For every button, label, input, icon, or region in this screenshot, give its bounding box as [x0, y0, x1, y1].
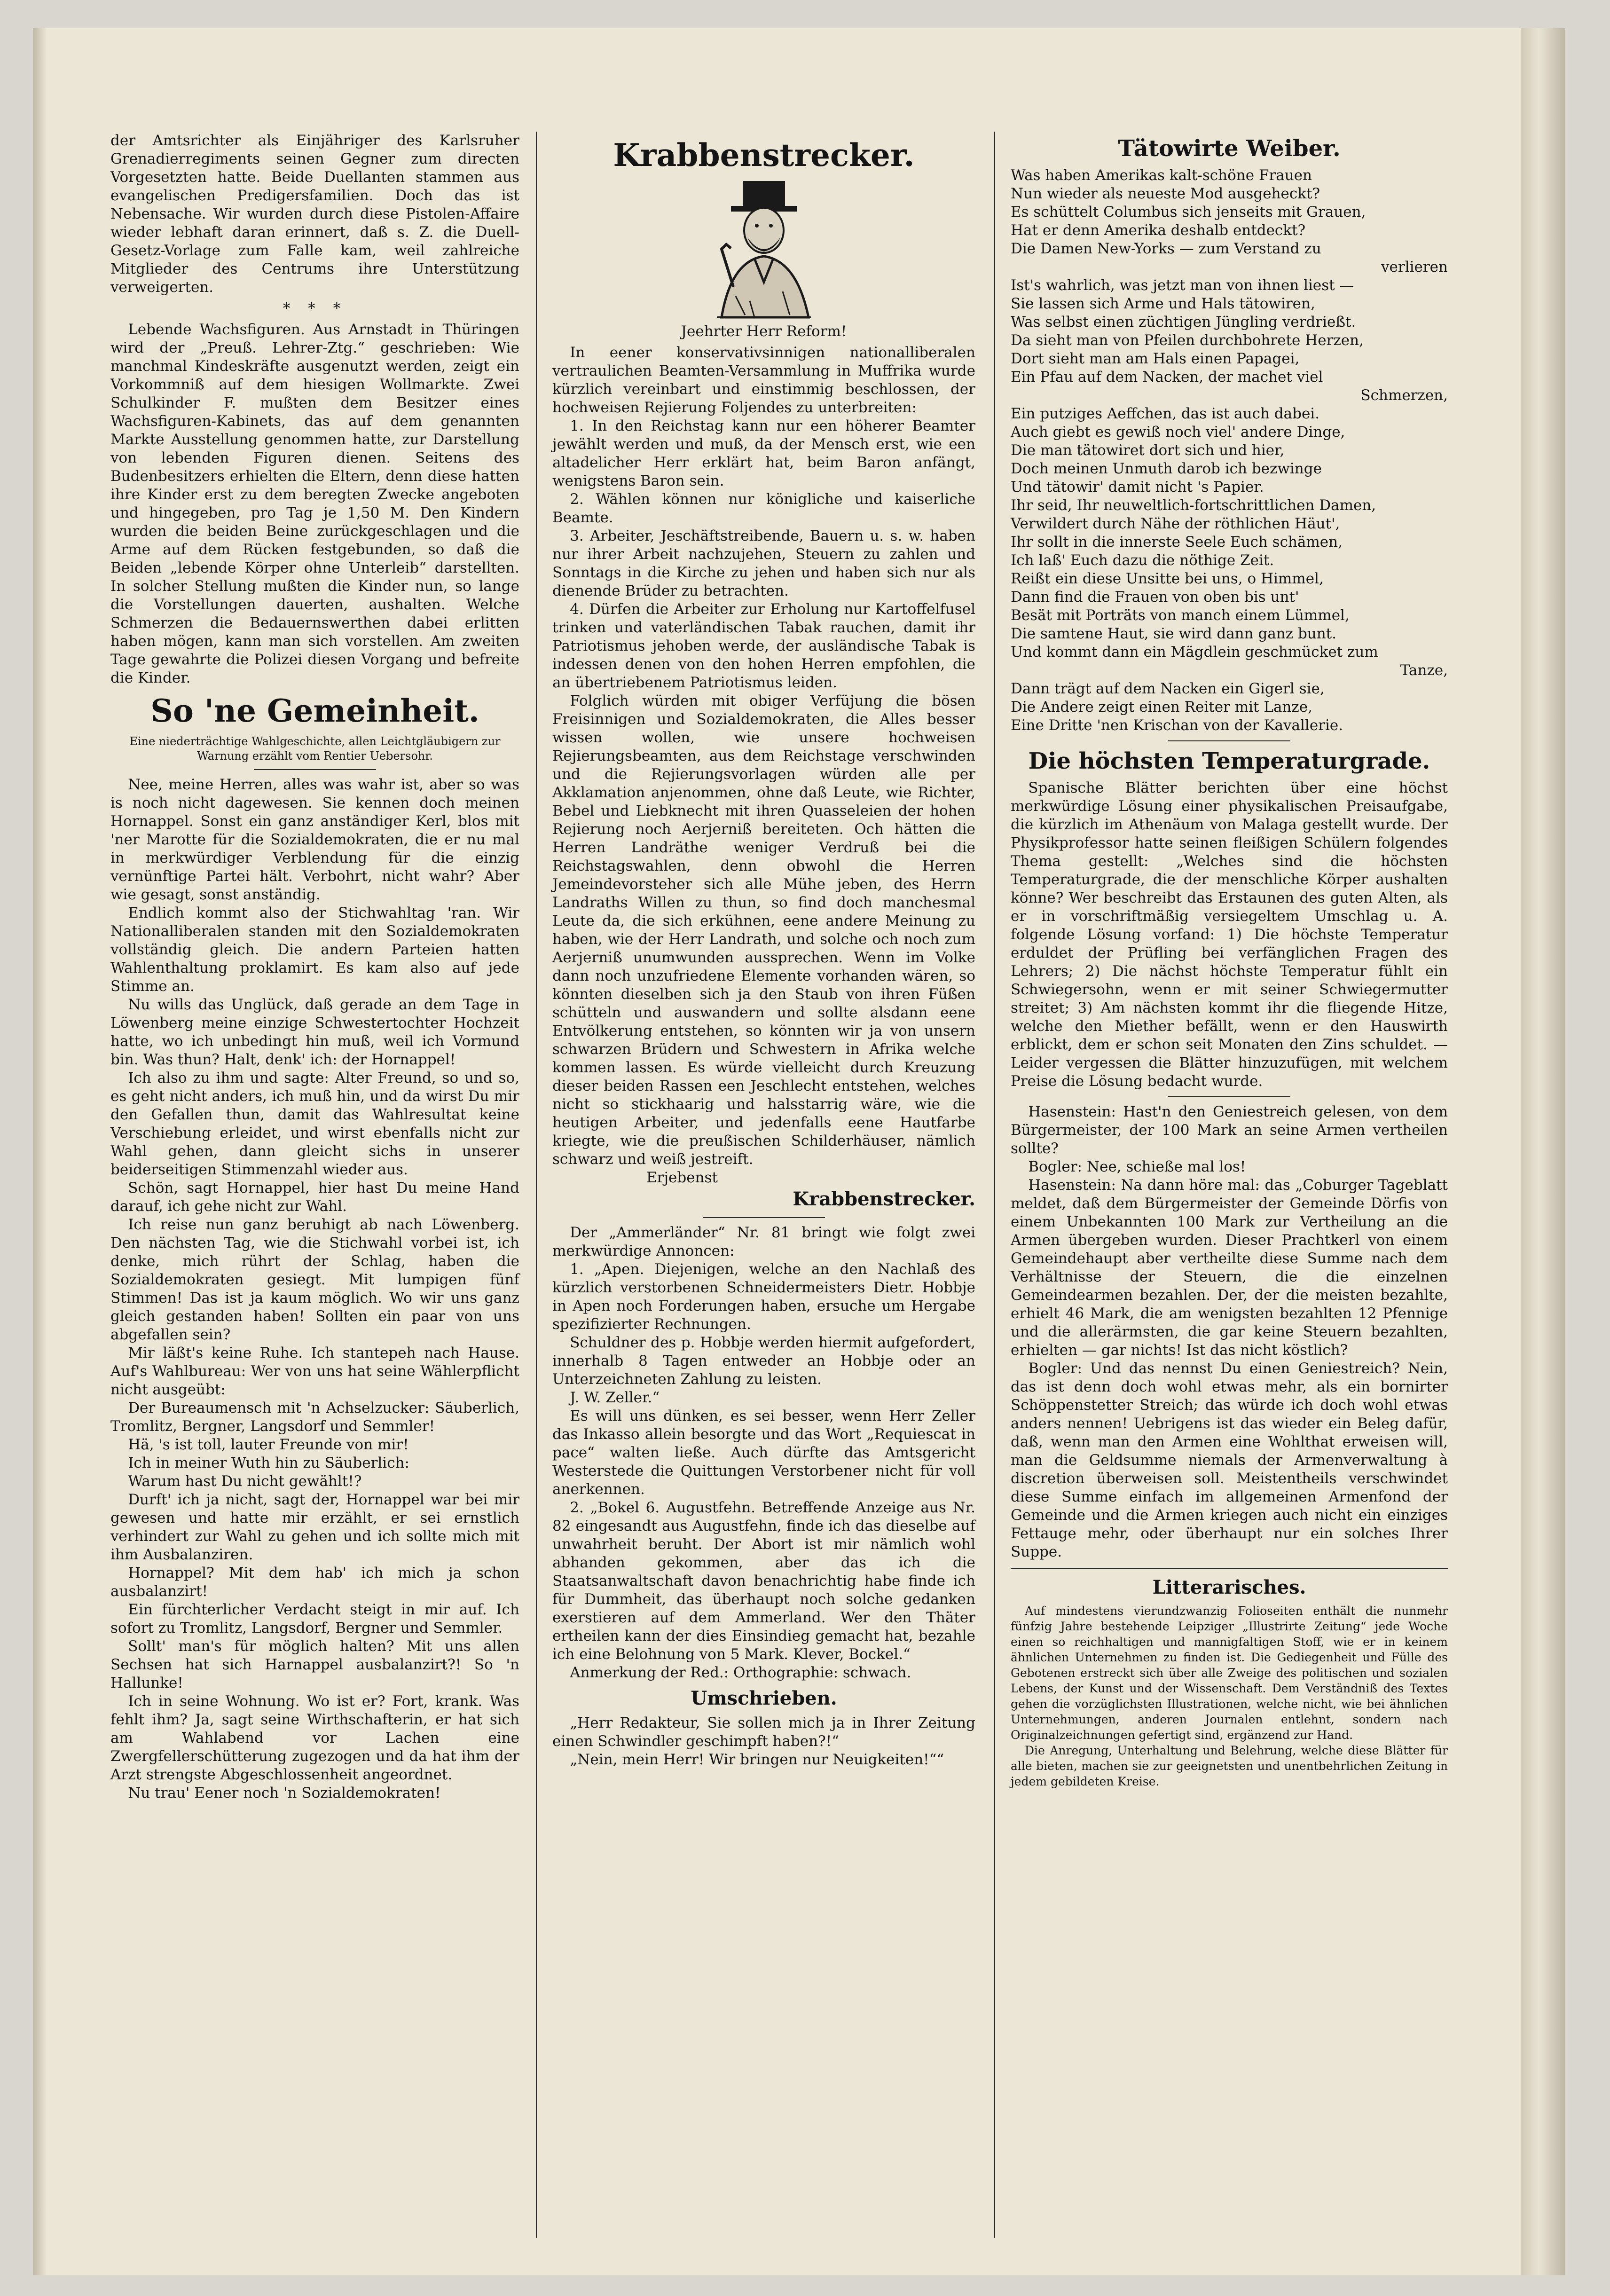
paragraph: „Nein, mein Herr! Wir bringen nur Neuigkeiten!““: [570, 1751, 944, 1768]
paragraph: Schön, sagt Hornappel, hier hast Du meine Hand darauf, ich gehe nicht zur Wahl.: [110, 1179, 519, 1215]
poem-body: [1011, 166, 1448, 735]
paragraph: Der Bureaumensch mit 'n Achselzucker: Säuberlich, Tromlitz, Bergner, Langsdorf und Semmler!: [110, 1400, 519, 1435]
newspaper-page: [33, 28, 1565, 2275]
paragraph: Mir läßt's keine Ruhe. Ich stantepeh nach Hause. Auf's Wahlbureau: Wer von uns hat seine Wählerpflicht nicht ausgeübt:: [110, 1345, 519, 1398]
poem-line: Die Damen New-Yorks — zum Verstand zu: [1011, 240, 1321, 257]
article-title: Litterarisches.: [1152, 1576, 1306, 1598]
section-rule: [703, 1217, 825, 1218]
column-rule: [994, 132, 995, 2238]
article-ammerlaender: [552, 1224, 975, 1682]
signature-greeting: Erjebenst: [646, 1169, 718, 1186]
poem-line: Es schüttelt Columbus sich jenseits mit Grauen,: [1011, 204, 1366, 220]
poem-line: Schmerzen,: [1360, 387, 1448, 404]
poem-line: Und tätowir' damit nicht 's Papier.: [1011, 479, 1264, 495]
paragraph: 4. Dürfen die Arbeiter zur Erholung nur Kartoffelfusel trinken und vaterländischen Tabak rauchen, damit ihr Patriotismus jehoben werde, der ausländische Tabak is indessen denen von den hohen Herren empfohlen, die an übertriebenem Patriotismus leiden.: [552, 601, 975, 691]
poem-line: Ihr seid, Ihr neuweltlich-fortschrittlichen Damen,: [1011, 497, 1376, 514]
article-dialog: [1011, 1103, 1448, 1561]
article-subtitle: Eine niederträchtige Wahlgeschichte, allen Leichtgläubigern zur Warnung erzählt vom Rentier Uebersohr.: [129, 735, 501, 763]
paragraph: Ich in meiner Wuth hin zu Säuberlich:: [128, 1455, 409, 1471]
poem-line: Die samtene Haut, sie wird dann ganz bunt.: [1011, 625, 1337, 642]
article-wachsfiguren: Lebende Wachsfiguren. Aus Arnstadt in Thüringen wird der „Preuß. Lehrer-Ztg.“ geschrieben: Wie manchmal Kindeskräfte ausgenutzt werden, zeigt ein Vorkommniß auf dem hiesigen Wollmarkte. Zwei Schulkinder F. mußten dem Besitzer eines Wachsfiguren-Kabinets, das auf dem genannten Markte Ausstellung genommen hatte, zur Darstellung von lebenden Figuren dienen. Seitens des Budenbesitzers erhielten die Eltern, denn diese hatten ihre Kinder erst zu dem beregten Zwecke angeboten und hingegeben, pro Tag je 1,50 M. Den Kindern wurden die beiden Beine zurückgeschlagen und die Arme auf dem Rücken festgebunden, so daß die Beiden „lebende Körper ohne Unterleib“ darstellten. In solcher Stellung mußten die Kinder nun, so lange die Vorstellungen dauerten, aushalten. Welche Schmerzen die Bedauernswerthen dabei erlitten haben mögen, kann man sich vorstellen. Am zweiten Tage gewahrte die Polizei diesen Vorgang und befreite die Kinder.: [110, 321, 519, 686]
article-body: [110, 776, 519, 1802]
paragraph: Die Anregung, Unterhaltung und Belehrung, welche diese Blätter für alle bieten, machen sie zur geeignetsten und unentbehrlichen Zeitung in jedem gebildeten Kreise.: [1011, 1744, 1448, 1788]
illustration-figure: [689, 179, 839, 320]
greeting: Jeehrter Herr Reform!: [681, 323, 847, 340]
poem-line: Eine Dritte 'nen Krischan von der Kavallerie.: [1011, 717, 1343, 734]
paragraph: Es will uns dünken, es sei besser, wenn Herr Zeller das Inkasso allein besorgte und das Wort „Requiescat in pace“ walten ließe. Auch dürfte das Amtsgericht Westerstede die Quittungen Verstorbener nicht für voll anerkennen.: [552, 1407, 975, 1498]
poem-line: Doch meinen Unmuth darob ich bezwinge: [1011, 460, 1322, 477]
poem-line: Die Andere zeigt einen Reiter mit Lanze,: [1011, 699, 1312, 716]
poem-line: Tanze,: [1400, 662, 1448, 679]
section-rule: [1011, 1568, 1448, 1569]
section-separator: * * *: [283, 300, 347, 317]
poem-line: Sie lassen sich Arme und Hals tätowiren,: [1011, 295, 1315, 312]
poem-line: Ein Pfau auf dem Nacken, der machet viel: [1011, 369, 1323, 385]
paragraph: Bogler: Und das nennst Du einen Geniestreich? Nein, das ist denn doch wohl etwas mehr, als ein bornirter Schöppenstetter Streich; das würde ich doch wohl etwas anders nennen! Uebrigens ist das wieder ein Beleg dafür, daß, wenn man den Armen eine Wohlthat erweisen will, man die Geldsumme niemals der Armenverwaltung à discretion überweisen soll. Meistentheils verschwindet diese Summe einfach im allgemeinen Armenfond der Gemeinde und die Armen kriegen auch nicht ein einziges Fettauge mehr, oder überhaupt nur ein solches Ihrer Suppe.: [1011, 1360, 1448, 1560]
poem-line: Nun wieder als neueste Mod ausgeheckt?: [1011, 185, 1320, 202]
article-title: Krabbenstrecker.: [613, 137, 915, 173]
paragraph: „Herr Redakteur, Sie sollen mich ja in Ihrer Zeitung einen Schwindler geschimpft haben?!“: [552, 1714, 975, 1750]
article-temperatur: Spanische Blätter berichten über eine höchst merkwürdige Lösung einer physikalischen Preisaufgabe, die kürzlich im Athenäum von Malaga gestellt wurde. Der Physikprofessor hatte seinen fleißigen Schülern folgendes Thema gestellt: „Welches sind die höchsten Temperaturgrade, die der menschliche Körper aushalten könne? Wer beschreibt das Erstaunen des guten Alten, als er in vorschriftmäßig versiegeltem Umschlag u. A. folgende Lösung vorfand: 1) Die höchste Temperatur erduldet der Prüfling bei verfänglichen Fragen des Lehrers; 2) Die nächst höchste Temperatur fühlt ein Schwiegersohn, wenn er mit seiner Schwiegermutter streitet; 3) Am nächsten kommt ihr die fliegende Hitze, welche den Miether befällt, wenn er den Hauswirth erblickt, dem er schon seit Monaten den Zins schuldet. — Leider vergessen die Blätter hinzuzufügen, mit welchem Preise die Lösung bedacht wurde.: [1011, 779, 1448, 1090]
poem-title: Tätowirte Weiber.: [1118, 135, 1341, 162]
paragraph: Endlich kommt also der Stichwahltag 'ran. Wir Nationalliberalen standen mit den Sozialdemokraten vollständig gleich. Die andern Parteien hatten Wahlenthaltung proklamirt. Es kam also auf jede Stimme an.: [110, 904, 519, 995]
paragraph: Bogler: Nee, schieße mal los!: [1028, 1158, 1246, 1175]
paragraph: Ich also zu ihm und sagte: Alter Freund, so und so, es geht nicht anders, ich muß hin, und da wirst Du mir den Gefallen thun, damit das Wahlresultat keine Verschiebung erleidet, und wirst ebenfalls nicht zur Wahl gehen, dann gleicht sichs in unserer beiderseitigen Stimmenzahl wieder aus.: [110, 1069, 519, 1178]
paragraph: Hasenstein: Na dann höre mal: das „Coburger Tageblatt meldet, daß dem Bürgermeister der Gemeinde Dörfis von einem Unbekannten 100 Mark zur Vertheilung an die Armen übergeben wurden. Dieser Prachtkerl von einem Gemeindehaupt aber vertheilte diese Summe nach dem Verhältnisse der Steuern, die die einzelnen Gemeindearmen bezahlen. Der, der die meisten bezahlte, erhielt 46 Mark, die am wenigsten bezahlten 12 Pfennige und die allerärmsten, die gar keine Steuern bezahlten, erhielten — gar nichts! Ist das nicht köstlich?: [1011, 1177, 1448, 1359]
paragraph: Warum hast Du nicht gewählt!?: [128, 1473, 362, 1490]
poem-line: Und kommt dann ein Mägdlein geschmücket zum: [1011, 644, 1378, 660]
poem-line: Verwildert durch Nähe der röthlichen Häut',: [1011, 515, 1340, 532]
page-edge-left: [33, 28, 47, 2275]
paragraph: Durft' ich ja nicht, sagt der, Hornappel war bei mir gewesen und hatte mir erzählt, er sei ernstlich verhindert zur Wahl zu gehen und ich sollte mich mit ihm Ausbalanziren.: [110, 1491, 519, 1563]
poem-line: Ein putziges Aeffchen, das ist auch dabei.: [1011, 405, 1320, 422]
paragraph: 1. „Apen. Diejenigen, welche an den Nachlaß des kürzlich verstorbenen Schneidermeisters Dietr. Hobbje in Apen noch Forderungen haben, ersuche um Hergabe spezifizierter Rechnungen.: [552, 1261, 975, 1333]
paragraph: Nu trau' Eener noch 'n Sozialdemokraten!: [128, 1785, 441, 1801]
paragraph: Auf mindestens vierundzwanzig Folioseiten enthält die nunmehr fünfzig Jahre bestehende Leipziger „Illustrirte Zeitung“ jede Woche einen so reichhaltigen und mannigfaltigen Stoff, wie er in keinem ähnlichen Unternehmen zu finden ist. Die Gediegenheit und Fülle des Gebotenen erstreckt sich über alle Zweige des politischen und sozialen Lebens, der Kunst und der Wissenschaft. Dem Verständniß des Textes gehen die vorzüglichsten Illustrationen, welche nicht, wie bei ähnlichen Unternehmungen, anderen Journalen entlehnt, sondern nach Originalzeichnungen gefertigt sind, ergänzend zur Hand.: [1011, 1604, 1448, 1742]
poem-line: Hat er denn Amerika deshalb entdeckt?: [1011, 222, 1306, 239]
article-litterarisches: [1011, 1603, 1448, 1789]
paragraph: Nu wills das Unglück, daß gerade an dem Tage in Löwenberg meine einzige Schwestertochter Hochzeit hatte, wo ich unbedingt hin muß, weil ich Vormund bin. Was thun? Halt, denk' ich: der Hornappel!: [110, 996, 519, 1068]
paragraph: 3. Arbeiter, Jeschäftstreibende, Bauern u. s. w. haben nur ihrer Arbeit nachzujehen, Steuern zu zahlen und Sonntags in die Kirche zu jehen und haben sich nur als dienende Brüder zu betrachten.: [552, 527, 975, 599]
section-rule: [1168, 1096, 1290, 1097]
poem-line: Was selbst einen züchtigen Jüngling verdrießt.: [1011, 314, 1356, 330]
title-rule: [254, 769, 376, 770]
poem-line: verlieren: [1381, 259, 1448, 275]
article-title: Umschrieben.: [691, 1687, 837, 1709]
poem-line: Ihr sollt in die innerste Seele Euch schämen,: [1011, 534, 1343, 550]
article-title: Die höchsten Temperaturgrade.: [1028, 748, 1430, 774]
section-rule: [1168, 740, 1290, 741]
paragraph: Hä, 's ist toll, lauter Freunde von mir!: [128, 1436, 409, 1453]
paragraph: Hornappel? Mit dem hab' ich mich ja schon ausbalanzirt!: [110, 1565, 519, 1600]
poem-line: Die man tätowiret dort sich und hier,: [1011, 442, 1285, 459]
poem-line: Da sieht man von Pfeilen durchbohrete Herzen,: [1011, 332, 1364, 349]
paragraph: Ich in seine Wohnung. Wo ist er? Fort, krank. Was fehlt ihm? Ja, sagt seine Wirthschafterin, er hat sich am Wahlabend vor Lachen eine Zwergfellerschütterung zugezogen und da hat ihm der Arzt strengste Abgeschlossenheit angeordnet.: [110, 1693, 519, 1783]
paragraph: Folglich würden mit obiger Verfüjung die bösen Freisinnigen und Sozialdemokraten, die Alles besser wissen wollen, wie unsere hochweisen Rejierungsbeamten, aus dem Reichstage verschwinden und die Rejierungsvorlagen würden alle per Akklamation anjenommen, ohne daß Leute, wie Richter, Bebel und Liebknecht mit ihren Quasseleien der hohen Rejierung noch Aerjerniß bereiteten. Och hätten die Herren Landräthe weniger Verdruß bei die Reichstagswahlen, denn obwohl die Herren Jemeindevorsteher sich alle Mühe jeben, des Herrn Landraths Willen zu thun, so find doch manchesmal Leute da, die sich erkühnen, eene andere Meinung zu haben, wie der Herr Landrath, und solche och noch zum Aerjerniß unumwunden aussprechen. Wenn im Volke dann noch unzufriedene Elemente vorhanden wären, so könnten dieselben sich ja den Staub von ihren Füßen schütteln und auswandern und sollte alsdann eene Entvölkerung entstehen, so könnten wir ja von unsern schwarzen Brüdern und Schwestern in Afrika welche kommen lassen. Es würde vielleicht durch Kreuzung dieser beiden Rassen een Jeschlecht entstehen, welches nicht so stickhaarig und halsstarrig wäre, wie die heutigen Arbeiter, und jedenfalls eene Hautfarbe kriegte, wie die preußischen Schilderhäuser, nämlich schwarz und weiß jestreift.: [552, 692, 975, 1168]
column-rule: [536, 132, 537, 2238]
paragraph: Nee, meine Herren, alles was wahr ist, aber so was is noch nicht dagewesen. Sie kennen doch meinen Hornappel. Sonst ein ganz anständiger Kerl, blos mit 'ner Marotte für die Sozialdemokraten, die er nu mal in merkwürdiger Verblendung für die einzig vernünftige Partei hält. Verbohrt, nicht wahr? Aber wie gesagt, sonst anständig.: [110, 776, 519, 903]
paragraph: Hasenstein: Hast'n den Geniestreich gelesen, von dem Bürgermeister, der 100 Mark an seine Armen vertheilen sollte?: [1011, 1103, 1448, 1157]
article-continuation: der Amtsrichter als Einjähriger des Karlsruher Grenadierregiments seinen Gegner zum directen Vorgesetzten hatte. Beide Duellanten stammen aus evangelischen Predigersfamilien. Doch das ist Nebensache. Wir wurden durch diese Pistolen-Affaire wieder lebhaft daran erinnert, daß s. Z. die Duell-Gesetz-Vorlage zum Falle kam, weil zahlreiche Mitglieder des Centrums ihre Unterstützung verweigerten.: [110, 132, 519, 296]
paragraph: Ein fürchterlicher Verdacht steigt in mir auf. Ich sofort zu Tromlitz, Langsdorf, Bergner und Semmler.: [110, 1601, 519, 1636]
paragraph: Der „Ammerländer“ Nr. 81 bringt wie folgt zwei merkwürdige Annoncen:: [552, 1224, 975, 1259]
paragraph: In eener konservativsinnigen nationalliberalen vertraulichen Beamten-Versammlung in Muffrika wurde kürzlich vereinbart und einstimmig beschlossen, der hochweisen Rejierung Foljendes zu unterbreiten:: [552, 344, 975, 416]
signature: Krabbenstrecker.: [793, 1188, 975, 1210]
paragraph: 2. „Bokel 6. Augustfehn. Betreffende Anzeige aus Nr. 82 eingesandt aus Augustfehn, finde ich das dieselbe auf unwahrheit beruht. Der Abort ist mir nämlich wohl abhanden gekommen, aber das ich die Staatsanwaltschaft davon benachrichtig habe finde ich für Dummheit, das überhaupt noch solche gedanken exerstieren auf dem Ammerland. Wer den Thäter ertheilen kann der dies Einsindieg gemacht hat, bezahle ich eine Belohnung von 5 Mark. Klever, Bockel.“: [552, 1499, 975, 1663]
poem-line: Dann find die Frauen von oben bis unt': [1011, 589, 1299, 605]
paragraph: Ich reise nun ganz beruhigt ab nach Löwenberg. Den nächsten Tag, wie die Stichwahl vorbei ist, ich denke, mich rührt der Schlag, haben die Sozialdemokraten gesiegt. Mit lumpigen fünf Stimmen! Das ist ja kaum möglich. Wo wir uns ganz gleich gestanden haben! Sollten ein paar von uns abgefallen sein?: [110, 1216, 519, 1343]
paragraph: Anmerkung der Red.: Orthographie: schwach.: [570, 1664, 911, 1681]
poem-line: Ist's wahrlich, was jetzt man von ihnen liest —: [1011, 277, 1354, 294]
poem-line: Besät mit Porträts von manch einem Lümmel,: [1011, 607, 1350, 624]
page-edge-right: [1521, 28, 1565, 2275]
paragraph: J. W. Zeller.“: [570, 1389, 660, 1406]
poem-line: Dann trägt auf dem Nacken ein Gigerl sie,: [1011, 680, 1325, 697]
paragraph: 1. In den Reichstag kann nur een höherer Beamter jewählt werden und muß, da der Mensch erst, wie een altadelicher Herr erklärt hat, beim Baron anfängt, wenigstens Baron sein.: [552, 417, 975, 489]
poem-line: Was haben Amerikas kalt-schöne Frauen: [1011, 167, 1312, 184]
article-body: [552, 344, 975, 1169]
paragraph: Schuldner des p. Hobbje werden hiermit aufgefordert, innerhalb 8 Tagen entweder an Hobbje oder an Unterzeichneten Zahlung zu leisten.: [552, 1334, 975, 1388]
poem-line: Reißt ein diese Unsitte bei uns, o Himmel,: [1011, 570, 1324, 587]
poem-line: Dort sieht man am Hals einen Papagei,: [1011, 350, 1300, 367]
article-title: So 'ne Gemeinheit.: [150, 692, 479, 729]
poem-line: Auch giebt es gewiß noch viel' andere Dinge,: [1011, 424, 1345, 440]
paragraph: 2. Wählen können nur königliche und kaiserliche Beamte.: [552, 491, 975, 526]
column-left: [110, 132, 519, 1802]
poem-line: Ich laß' Euch dazu die nöthige Zeit.: [1011, 552, 1274, 569]
column-right: [1011, 132, 1448, 1789]
paragraph: Sollt' man's für möglich halten? Mit uns allen Sechsen hat sich Harnappel ausbalanzirt?! So 'n Hallunke!: [110, 1638, 519, 1691]
article-umschrieben: [552, 1714, 975, 1769]
column-middle: [552, 132, 975, 1769]
